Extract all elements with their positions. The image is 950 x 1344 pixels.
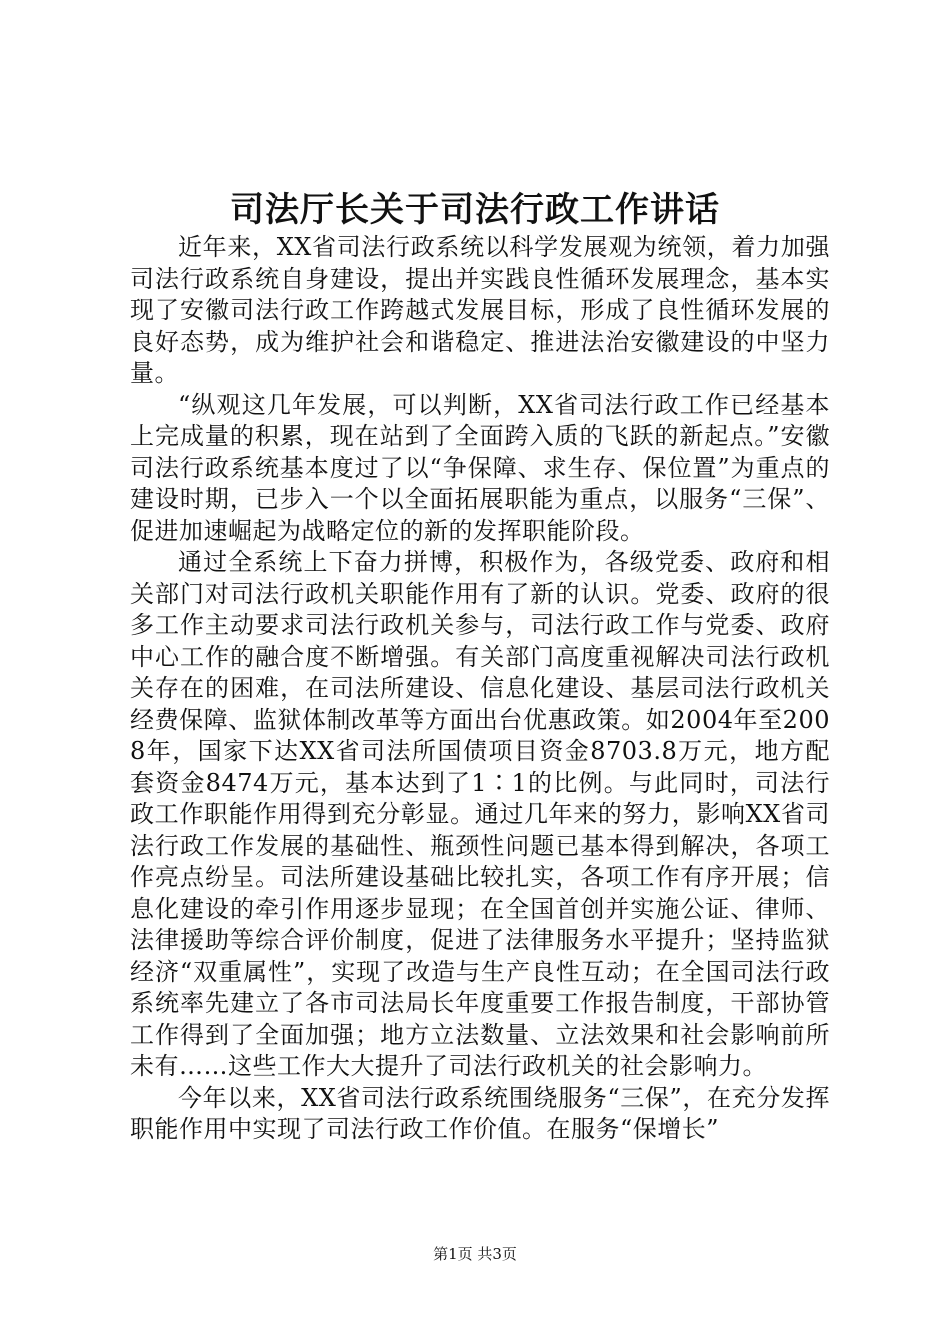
document-body [130, 232, 830, 1146]
page-footer: 第1页 共3页 [433, 1245, 517, 1263]
paragraph: 今年以来，XX省司法行政系统围绕服务“三保”，在充分发挥职能作用中实现了司法行政工作价值。在服务“保增长” [130, 1083, 830, 1143]
paragraph: “纵观这几年发展，可以判断，XX省司法行政工作已经基本上完成量的积累，现在站到了全面跨入质的飞跃的新起点。”安徽司法行政系统基本度过了以“争保障、求生存、保位置”为重点的建设时期，已步入一个以全面拓展职能为重点，以服务“三保”、促进加速崛起为战略定位的新的发挥职能阶段。 [130, 390, 830, 545]
paragraph: 近年来，XX省司法行政系统以科学发展观为统领，着力加强司法行政系统自身建设，提出并实践良性循环发展理念，基本实现了安徽司法行政工作跨越式发展目标，形成了良性循环发展的良好态势，成为维护社会和谐稳定、推进法治安徽建设的中坚力量。 [130, 233, 830, 387]
document-title: 司法厅长关于司法行政工作讲话 [230, 190, 720, 230]
paragraph: 通过全系统上下奋力拼博，积极作为，各级党委、政府和相关部门对司法行政机关职能作用有了新的认识。党委、政府的很多工作主动要求司法行政机关参与，司法行政工作与党委、政府中心工作的融合度不断增强。有关部门高度重视解决司法行政机关存在的困难，在司法所建设、信息化建设、基层司法行政机关经费保障、监狱体制改革等方面出台优惠政策。如2004年至2008年，国家下达XX省司法所国债项目资金8703.8万元，地方配套资金8474万元，基本达到了1∶1的比例。与此同时，司法行政工作职能作用得到充分彰显。通过几年来的努力，影响XX省司法行政工作发展的基础性、瓶颈性问题已基本得到解决，各项工作亮点纷呈。司法所建设基础比较扎实，各项工作有序开展；信息化建设的牵引作用逐步显现；在全国首创并实施公证、律师、法律援助等综合评价制度，促进了法律服务水平提升；坚持监狱经济“双重属性”，实现了改造与生产良性互动；在全国司法行政系统率先建立了各市司法局长年度重要工作报告制度，干部协管工作得到了全面加强；地方立法数量、立法效果和社会影响前所未有……这些工作大大提升了司法行政机关的社会影响力。 [130, 548, 830, 1080]
